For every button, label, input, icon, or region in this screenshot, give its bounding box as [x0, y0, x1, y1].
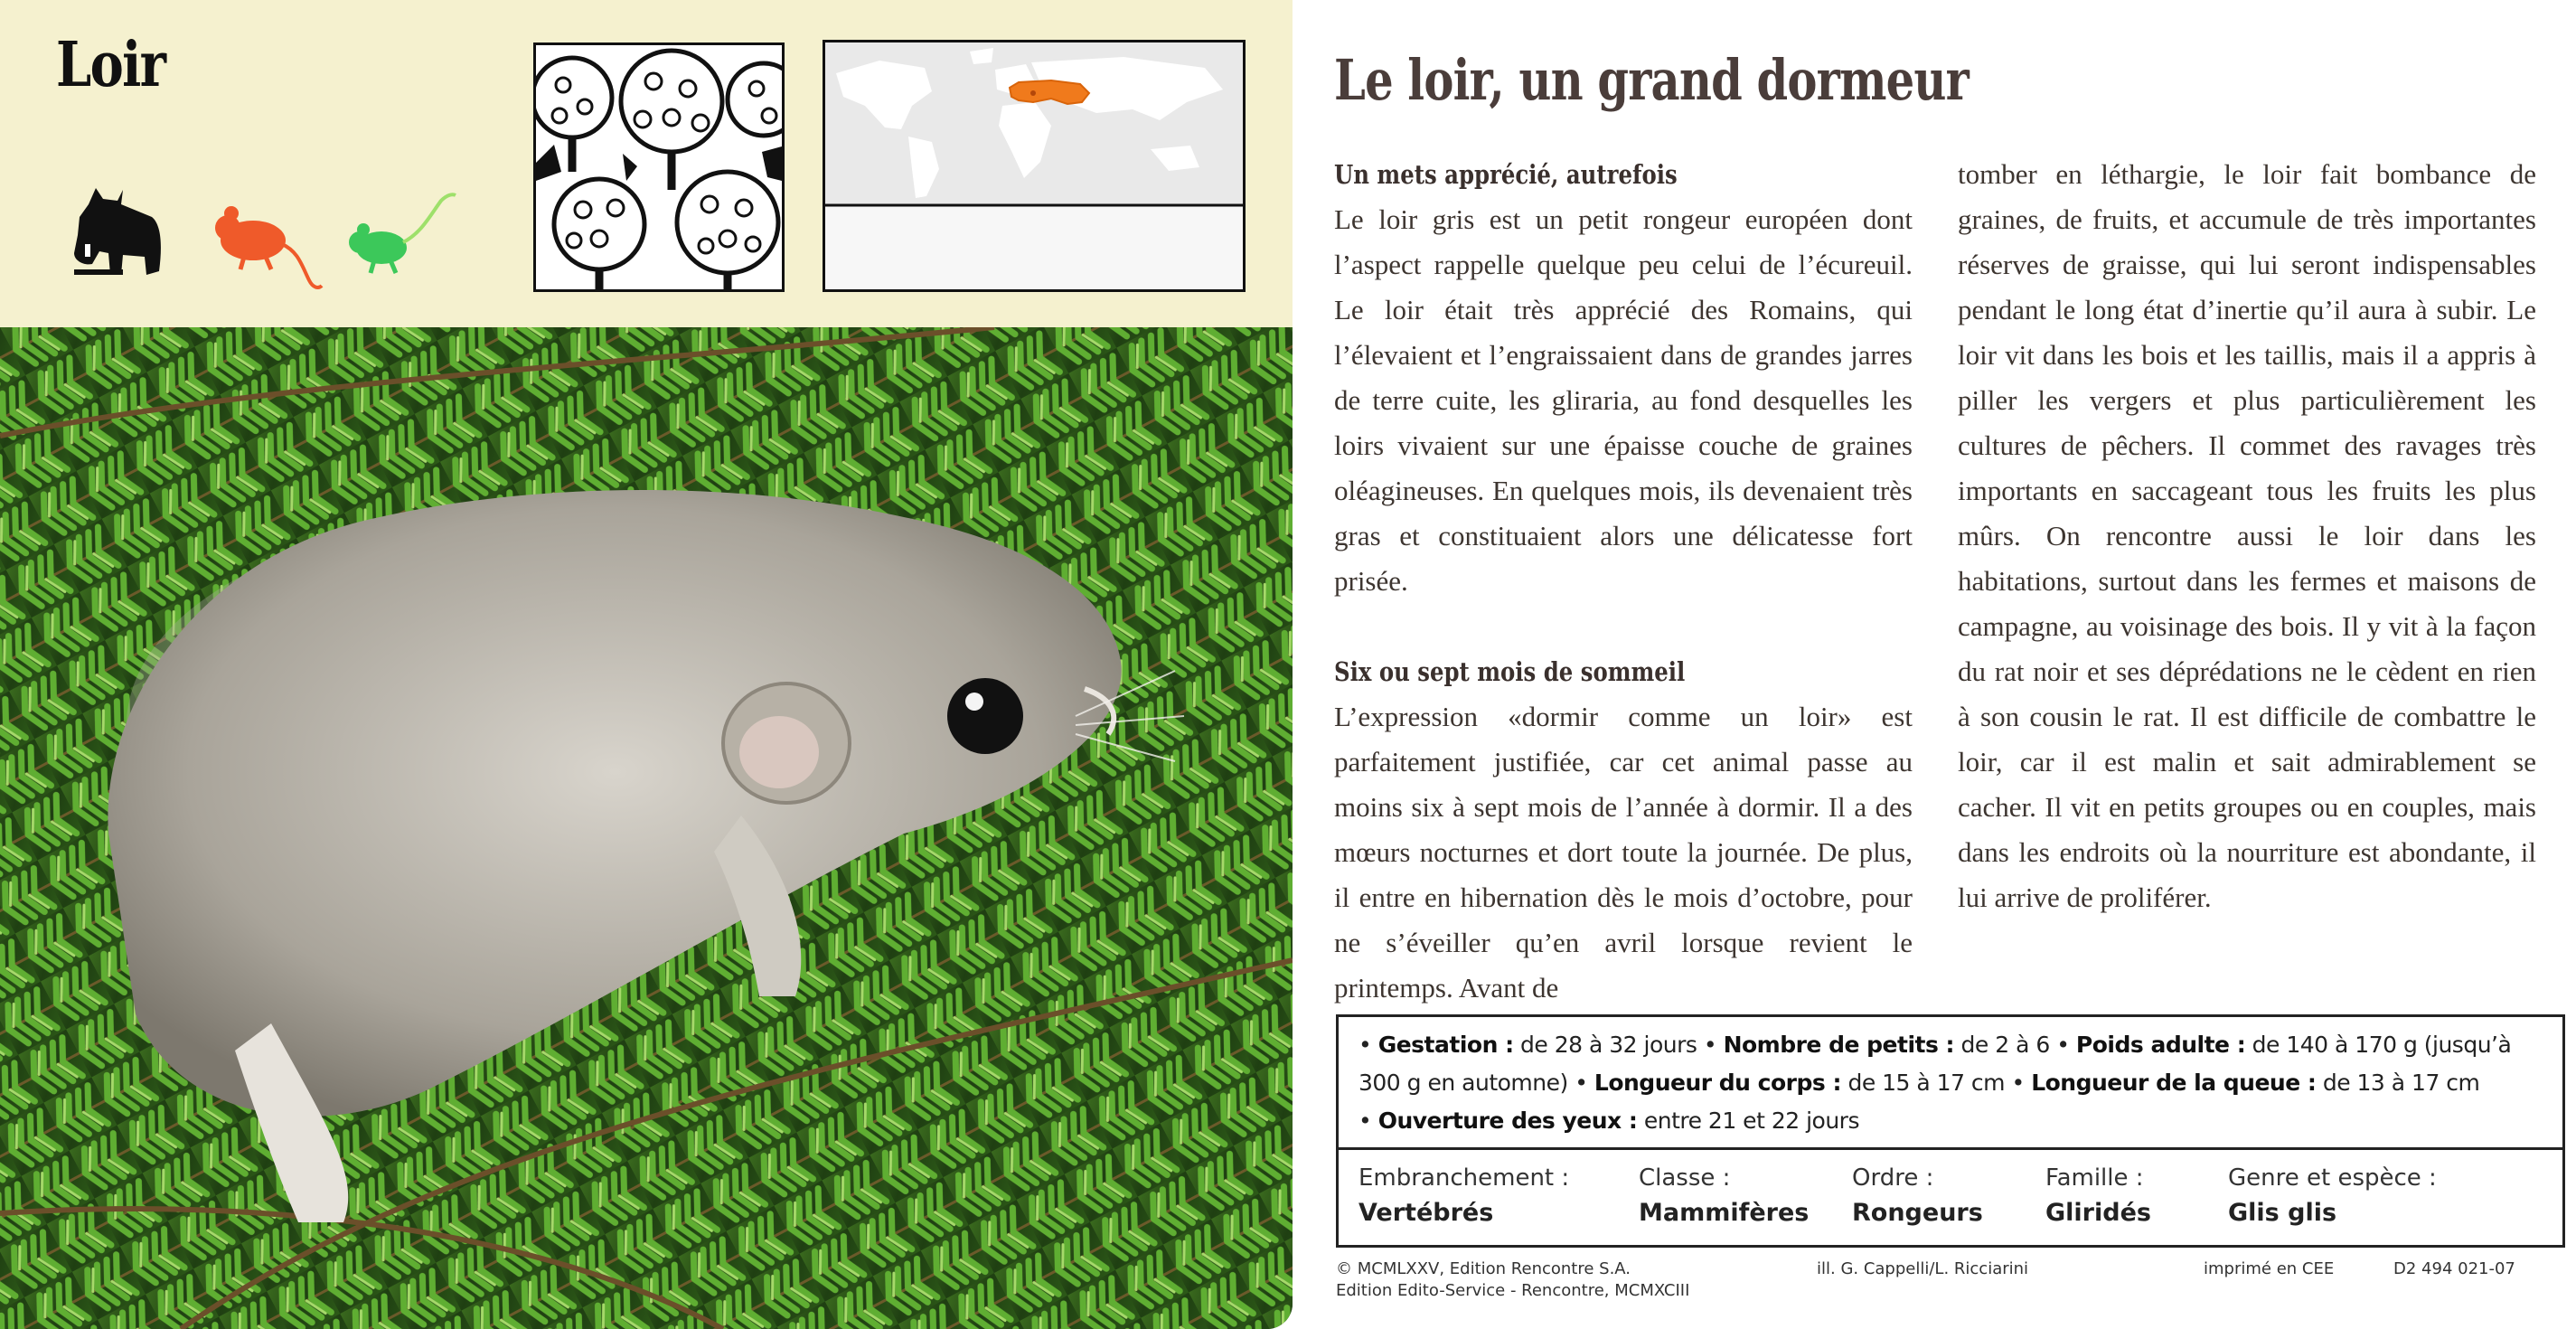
classification-family: [2045, 1161, 2151, 1231]
footer-printed: imprimé en CEE: [2204, 1259, 2335, 1278]
fact-label: Nombre de petits :: [1723, 1032, 1955, 1058]
fact-label: Gestation :: [1377, 1032, 1514, 1058]
habitat-pictogram: [533, 42, 785, 292]
classification-species: [2228, 1161, 2437, 1231]
fact-item: • Ouverture des yeux : entre 21 et 22 jours: [1359, 1108, 1859, 1134]
classification-label: Famille :: [2045, 1164, 2144, 1192]
footer-copyright: [1336, 1258, 1689, 1302]
fact-item: • Longueur de la queue : de 13 à 17 cm: [2011, 1070, 2480, 1096]
classification-value: Mammifères: [1639, 1199, 1810, 1227]
dormouse-photo: [0, 327, 1293, 1329]
species-card-back: [1298, 0, 2576, 1329]
classification-label: Classe :: [1639, 1164, 1731, 1192]
section-heading-2: Six ou sept mois de sommeil: [1334, 656, 1686, 687]
section-heading-1: Un mets apprécié, autrefois: [1334, 159, 1678, 190]
cow-icon: [69, 181, 165, 282]
article-heading: Le loir, un grand dormeur: [1334, 47, 1970, 113]
classification-value: Glis glis: [2228, 1199, 2337, 1227]
fact-item: • Gestation : de 28 à 32 jours: [1359, 1032, 1697, 1058]
facts-box: [1336, 1014, 2565, 1150]
distribution-map: [823, 40, 1246, 292]
classification-value: Gliridés: [2045, 1199, 2151, 1227]
section-text-2: L’expression «dormir comme un loir» est parfaitement justifiée, car cet animal passe au moins six à sept mois de l’année à dormir. Il a des mœurs nocturnes et dort toute la journée. De plus, il entre en hibernation dès le mois d’octobre, pour ne s’éveiller qu’en avril lorsque revient le printemps. Avant de: [1334, 701, 1913, 1004]
fact-item: • Nombre de petits : de 2 à 6: [1703, 1032, 2050, 1058]
card-title: Loir: [56, 29, 165, 101]
fact-value: entre 21 et 22 jours: [1643, 1108, 1859, 1134]
fact-value: de 13 à 17 cm: [2322, 1070, 2480, 1096]
fact-label: Ouverture des yeux :: [1377, 1108, 1638, 1134]
footer-illustrators: ill. G. Cappelli/L. Ricciarini: [1817, 1259, 2029, 1278]
card-header: [0, 0, 1293, 327]
classification-label: Embranchement :: [1359, 1164, 1570, 1192]
fact-label: Poids adulte :: [2075, 1032, 2246, 1058]
fact-value: de 15 à 17 cm: [1847, 1070, 2006, 1096]
classification-class: [1639, 1161, 1809, 1231]
fact-label: Longueur du corps :: [1594, 1070, 1841, 1096]
fact-item: • Poids adulte : de 140 à 170 g (jusqu’à 300 g en automne): [1359, 1032, 2512, 1096]
classification-label: Ordre :: [1852, 1164, 1934, 1192]
classification-box: [1336, 1148, 2565, 1248]
classification-order: [1852, 1161, 1983, 1231]
classification-value: Rongeurs: [1852, 1199, 1983, 1227]
fact-value: de 28 à 32 jours: [1520, 1032, 1697, 1058]
classification-phylum: [1359, 1161, 1569, 1231]
fact-item: • Longueur du corps : de 15 à 17 cm: [1575, 1070, 2006, 1096]
copyright-line: Edition Edito-Service - Rencontre, MCMXCIII: [1336, 1281, 1690, 1300]
text-column-right: [1958, 152, 2536, 920]
red-mouse-icon: [208, 193, 325, 293]
footer-code: D2 494 021-07: [2393, 1259, 2515, 1278]
fact-label: Longueur de la queue :: [2031, 1070, 2317, 1096]
classification-value: Vertébrés: [1359, 1199, 1494, 1227]
copyright-line: © MCMLXXV, Edition Rencontre S.A.: [1336, 1259, 1631, 1278]
fact-value: de 2 à 6: [1960, 1032, 2050, 1058]
classification-label: Genre et espèce :: [2228, 1164, 2437, 1192]
section-text-1: Le loir gris est un petit rongeur européen dont l’aspect rappelle quelque peu celui de l’écureuil. Le loir était très apprécié des Romains, qui l’élevaient et l’engraissaient dans de grandes jarres de terre cuite, les gliraria, au fond desquelles les loirs vivaient sur une épaisse couche de graines oléagineuses. En quelques mois, ils devenaient très gras et constituaient alors une délicatesse fort prisée.: [1334, 203, 1913, 597]
section-text-continued: tomber en léthargie, le loir fait bombance de graines, de fruits, et accumule de très importantes réserves de graisse, qui lui seront indispensables pendant le long état d’inertie qu’il aura à subir. Le loir vit dans les bois et les taillis, mais il a appris à piller les vergers et plus particulièrement les cultures de pêchers. Il commet des ravages très importants en saccageant tous les fruits les plus mûrs. On rencontre aussi le loir dans les habitations, surtout dans les fermes et maisons de campagne, au voisinage des bois. Il y vit à la façon du rat noir et ses déprédations ne le cèdent en rien à son cousin le rat. Il est difficile de combattre le loir, car il est malin et sait admirablement se cacher. Il vit en petits groupes ou en couples, mais dans les endroits où la nourriture est abondante, il lui arrive de proliférer.: [1958, 158, 2536, 913]
fact-value: de 140 à 170 g (jusqu’à 300 g en automne): [1359, 1032, 2512, 1096]
green-mouse-icon: [342, 179, 457, 278]
text-column-left: [1334, 152, 1913, 1011]
